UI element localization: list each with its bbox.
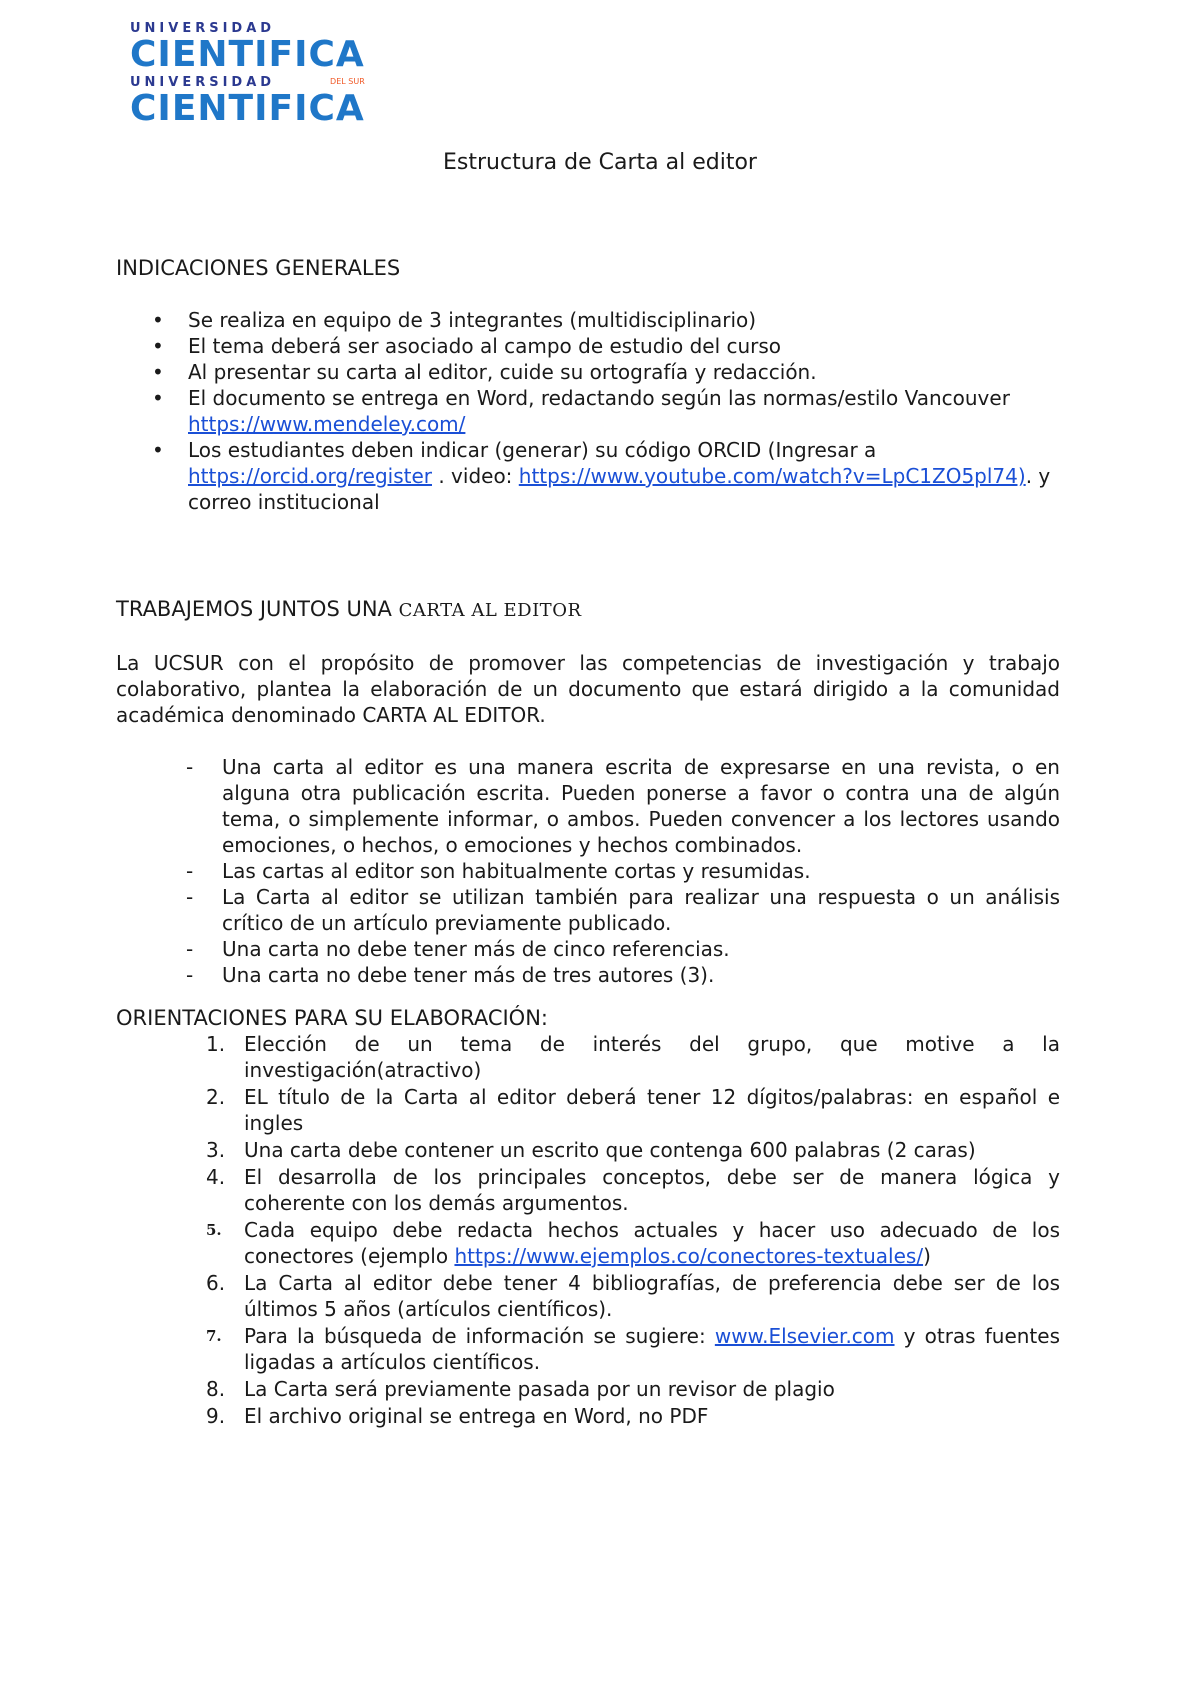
list-item: - Las cartas al editor son habitualmente cortas y resumidas.: [186, 859, 811, 883]
list-item: • El documento se entrega en Word, redactando según las normas/estilo Vancouver https://www.mendeley.com/: [152, 386, 1010, 436]
bullet-icon: •: [152, 360, 164, 384]
conectores-link[interactable]: https://www.ejemplos.co/conectores-textuales/: [454, 1244, 924, 1268]
elsevier-link[interactable]: www.Elsevier.com: [714, 1324, 895, 1348]
bullet-icon: •: [152, 438, 164, 462]
youtube-video-link[interactable]: https://www.youtube.com/watch?v=LpC1ZO5pl74): [518, 464, 1026, 488]
list-item: • Al presentar su carta al editor, cuide su ortografía y redacción.: [152, 360, 817, 384]
logo-top-word: UNIVERSIDAD: [130, 75, 276, 90]
logo-main-word: CIENTIFICA: [130, 34, 365, 75]
section-trabajemos: [116, 596, 1060, 988]
section-heading: ORIENTACIONES PARA SU ELABORACIÓN:: [116, 1006, 548, 1030]
bullet-icon: •: [152, 308, 164, 332]
list-item: 6. La Carta al editor debe tener 4 bibliografías, de preferencia debe ser de los últimos 5 años (artículos científicos).: [206, 1271, 1060, 1321]
section-indicaciones: [116, 255, 1060, 515]
logo-tagline: DEL SUR: [330, 77, 365, 86]
list-item: 4. El desarrolla de los principales conceptos, debe ser de manera lógica y coherente con los demás argumentos.: [206, 1165, 1060, 1215]
list-item: - Una carta no debe tener más de cinco referencias.: [186, 937, 730, 961]
mendeley-link[interactable]: https://www.mendeley.com/: [188, 412, 466, 436]
list-item: 1. Elección de un tema de interés del grupo, que motive a la investigación(atractivo): [206, 1032, 1060, 1082]
bullet-list: [116, 307, 1060, 515]
list-item: 5. Cada equipo debe redacta hechos actuales y hacer uso adecuado de los conectores (ejemplo https://www.ejemplos.co/conectores-textuales/): [206, 1218, 1060, 1268]
list-item: 2. EL título de la Carta al editor deberá tener 12 dígitos/palabras: en español e ingles: [206, 1085, 1060, 1135]
logo-top-word: UNIVERSIDAD: [130, 21, 276, 36]
section-heading: INDICACIONES GENERALES: [116, 256, 401, 280]
list-item: 8. La Carta será previamente pasada por un revisor de plagio: [206, 1377, 835, 1401]
section-orientaciones: [116, 1005, 1060, 1430]
orcid-register-link[interactable]: https://orcid.org/register: [188, 464, 432, 488]
list-item: - Una carta al editor es una manera escrita de expresarse en una revista, o en alguna otra publicación escrita. Pueden ponerse a favor o contra una de algún tema, o simplemente informar, o ambos. Pueden convencer a los lectores usando emociones, o hechos, o emociones y hechos combinados.: [186, 755, 1060, 857]
list-item: - La Carta al editor se utilizan también para realizar una respuesta o un análisis crítico de un artículo previamente publicado.: [186, 885, 1060, 935]
numbered-list: [116, 1031, 1060, 1429]
logo-main-word: CIENTIFICA: [130, 88, 365, 129]
university-logo: [130, 21, 365, 86]
section-heading: TRABAJEMOS JUNTOS UNA CARTA AL EDITOR: [116, 597, 582, 621]
bullet-icon: •: [152, 386, 164, 410]
list-item: • El tema deberá ser asociado al campo de estudio del curso: [152, 334, 782, 358]
list-item: • Se realiza en equipo de 3 integrantes (multidisciplinario): [152, 308, 757, 332]
dash-list: [116, 754, 1060, 988]
list-item: - Una carta no debe tener más de tres autores (3).: [186, 963, 715, 987]
list-item: 9. El archivo original se entrega en Word, no PDF: [206, 1404, 709, 1428]
list-item: 7. Para la búsqueda de información se sugiere: www.Elsevier.com y otras fuentes ligadas a artículos científicos.: [206, 1324, 1060, 1374]
list-item: 3. Una carta debe contener un escrito que contenga 600 palabras (2 caras): [206, 1138, 976, 1162]
university-logo-duplicate: [130, 75, 365, 129]
bullet-icon: •: [152, 334, 164, 358]
page-title: Estructura de Carta al editor: [443, 150, 757, 175]
list-item: • Los estudiantes deben indicar (generar) su código ORCID (Ingresar a https://orcid.org/register . video: https://www.youtube.com/watch?v=LpC1ZO5pl74). y correo institucional: [152, 438, 1051, 514]
intro-paragraph: La UCSUR con el propósito de promover las competencias de investigación y trabajo colaborativo, plantea la elaboración de un documento que estará dirigido a la comunidad académica denominado CARTA AL EDITOR.: [116, 651, 1060, 727]
